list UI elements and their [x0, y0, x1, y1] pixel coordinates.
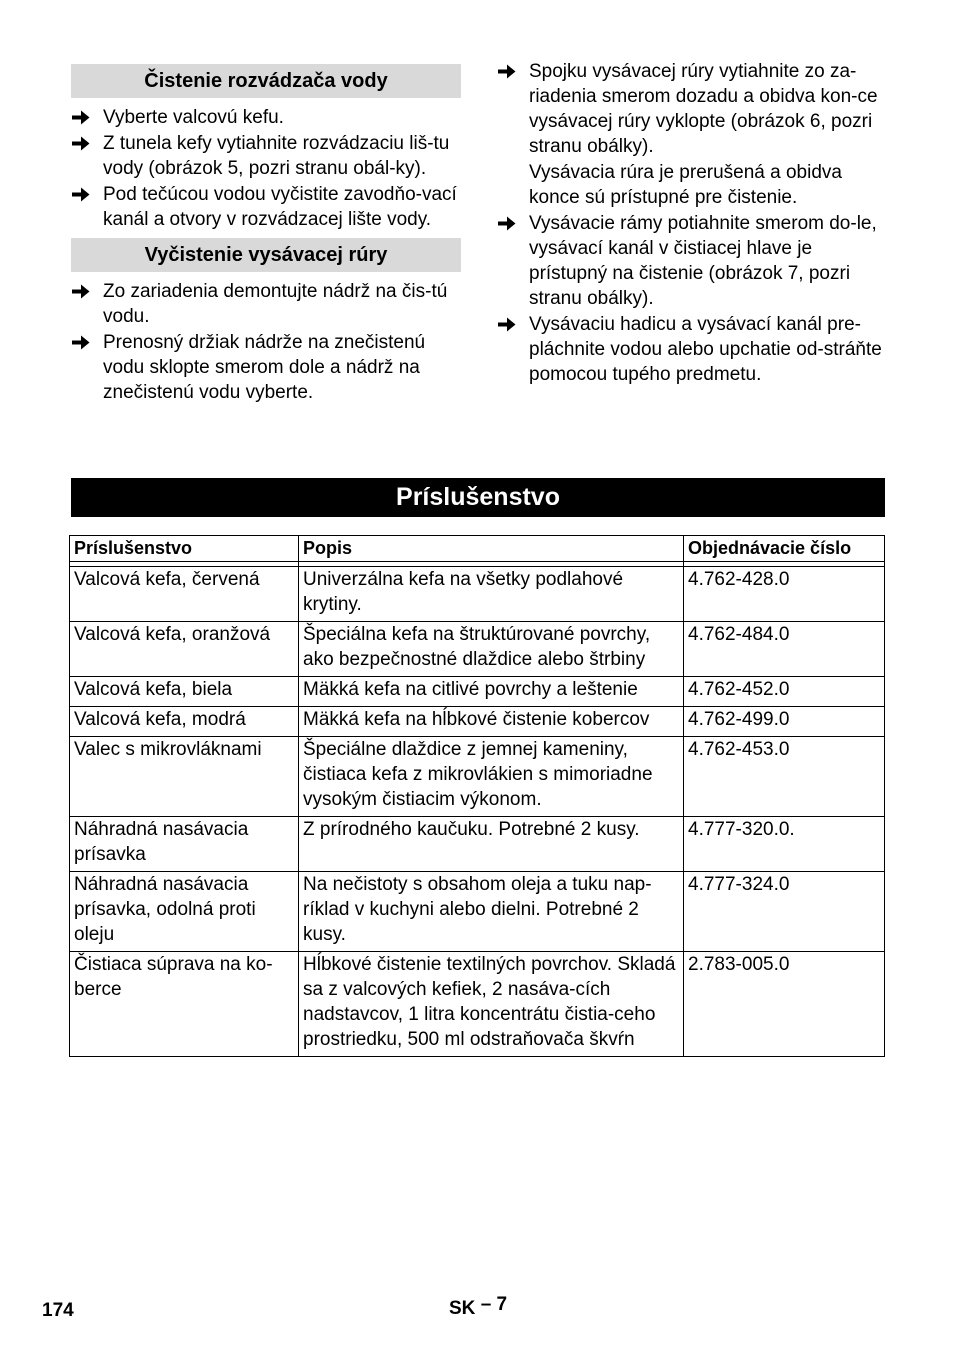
right-column [497, 59, 887, 388]
cell-order-number: 4.762-499.0 [684, 707, 885, 737]
step-item [71, 330, 461, 405]
arrow-right-icon [72, 110, 90, 125]
cell-description: Špeciálne dlaždice z jemnej kameniny, čistiaca kefa z mikrovlákien s mimoriadne vysokým čistiacim výkonom. [299, 737, 684, 817]
table-header-row [70, 536, 885, 562]
footer-label [449, 1296, 507, 1321]
cell-order-number: 4.762-453.0 [684, 737, 885, 817]
section-number: – 7 [480, 1294, 508, 1315]
arrow-right-icon [498, 64, 516, 79]
cell-description: Mäkká kefa na hĺbkové čistenie kobercov [299, 707, 684, 737]
col-header-order-number: Objednávacie číslo [684, 536, 885, 562]
cell-accessory: Náhradná nasávacia prísavka, odolná proti oleju [70, 872, 299, 952]
step-list [497, 59, 887, 387]
table-row [70, 677, 885, 707]
step-text: Spojku vysávacej rúry vytiahnite zo za-riadenia smerom dozadu a obidva kon-ce vysávacej rúry vyklopte (obrázok 6, pozri stranu obálky). [529, 61, 878, 157]
arrow-right-icon [498, 317, 516, 332]
arrow-right-icon [72, 284, 90, 299]
cell-order-number: 4.762-484.0 [684, 622, 885, 677]
arrow-right-icon [498, 216, 516, 231]
step-item [71, 131, 461, 181]
step-text: Prenosný držiak nádrže na znečistenú vodu sklopte smerom dole a nádrž na znečistenú vodu vyberte. [103, 332, 426, 403]
language-code: SK [449, 1298, 476, 1319]
cell-description: Na nečistoty s obsahom oleja a tuku nap-ríklad v kuchyni alebo dielni. Potrebné 2 kusy. [299, 872, 684, 952]
step-text: Pod tečúcou vodou vyčistite zavodňo-vací kanál a otvory v rozvádzacej lište vody. [103, 184, 457, 230]
step-item [71, 182, 461, 232]
cell-order-number: 4.777-320.0. [684, 817, 885, 872]
table-row [70, 622, 885, 677]
cell-order-number: 4.777-324.0 [684, 872, 885, 952]
cell-description: Mäkká kefa na citlivé povrchy a leštenie [299, 677, 684, 707]
cell-accessory: Valcová kefa, biela [70, 677, 299, 707]
cell-accessory: Valec s mikrovláknami [70, 737, 299, 817]
arrow-right-icon [72, 136, 90, 151]
cell-accessory: Valcová kefa, modrá [70, 707, 299, 737]
table-row [70, 817, 885, 872]
cell-accessory: Náhradná nasávacia prísavka [70, 817, 299, 872]
section-heading: Čistenie rozvádzača vody [71, 64, 461, 98]
cell-description: Hĺbkové čistenie textilných povrchov. Skladá sa z valcových kefiek, 2 nasáva-cích nadstavcov, 1 litra koncentrátu čistia-ceho prostriedku, 500 ml odstraňovača škvŕn [299, 952, 684, 1057]
col-header-description: Popis [299, 536, 684, 562]
table-row [70, 567, 885, 622]
step-item [497, 211, 887, 311]
cell-description: Univerzálna kefa na všetky podlahové krytiny. [299, 567, 684, 622]
cell-order-number: 2.783-005.0 [684, 952, 885, 1057]
cell-accessory: Valcová kefa, oranžová [70, 622, 299, 677]
step-text: Z tunela kefy vytiahnite rozvádzaciu liš-tu vody (obrázok 5, pozri stranu obál-ky). [103, 133, 450, 179]
step-item [71, 279, 461, 329]
cell-order-number: 4.762-428.0 [684, 567, 885, 622]
accessories-table [69, 535, 885, 1057]
arrow-right-icon [72, 335, 90, 350]
section-heading: Vyčistenie vysávacej rúry [71, 238, 461, 272]
col-header-accessory: Príslušenstvo [70, 536, 299, 562]
step-item [71, 105, 461, 130]
cell-description: Špeciálna kefa na štruktúrované povrchy, ako bezpečnostné dlaždice alebo štrbiny [299, 622, 684, 677]
step-text: Zo zariadenia demontujte nádrž na čis-tú vodu. [103, 281, 448, 327]
cell-order-number: 4.762-452.0 [684, 677, 885, 707]
arrow-right-icon [72, 187, 90, 202]
step-list [71, 105, 461, 232]
step-item [497, 59, 887, 210]
step-text: Vysávacie rámy potiahnite smerom do-le, vysávací kanál v čistiacej hlave je prístupný na čistenie (obrázok 7, pozri stranu obálky). [529, 213, 877, 309]
left-column [71, 64, 461, 406]
step-list [71, 279, 461, 405]
step-text: Vysávaciu hadicu a vysávací kanál pre-pláchnite vodou alebo upchatie od-stráňte pomocou tupého predmetu. [529, 314, 882, 385]
cell-accessory: Čistiaca súprava na ko-berce [70, 952, 299, 1057]
step-text: Vyberte valcovú kefu. [103, 107, 284, 128]
accessories-banner: Príslušenstvo [71, 478, 885, 517]
step-note: Vysávacia rúra je prerušená a obidva konce sú prístupné pre čistenie. [529, 162, 842, 208]
cell-accessory: Valcová kefa, červená [70, 567, 299, 622]
step-item [497, 312, 887, 387]
table-row [70, 952, 885, 1057]
page-number: 174 [42, 1300, 74, 1321]
table-row [70, 737, 885, 817]
table-row [70, 707, 885, 737]
cell-description: Z prírodného kaučuku. Potrebné 2 kusy. [299, 817, 684, 872]
table-row [70, 872, 885, 952]
